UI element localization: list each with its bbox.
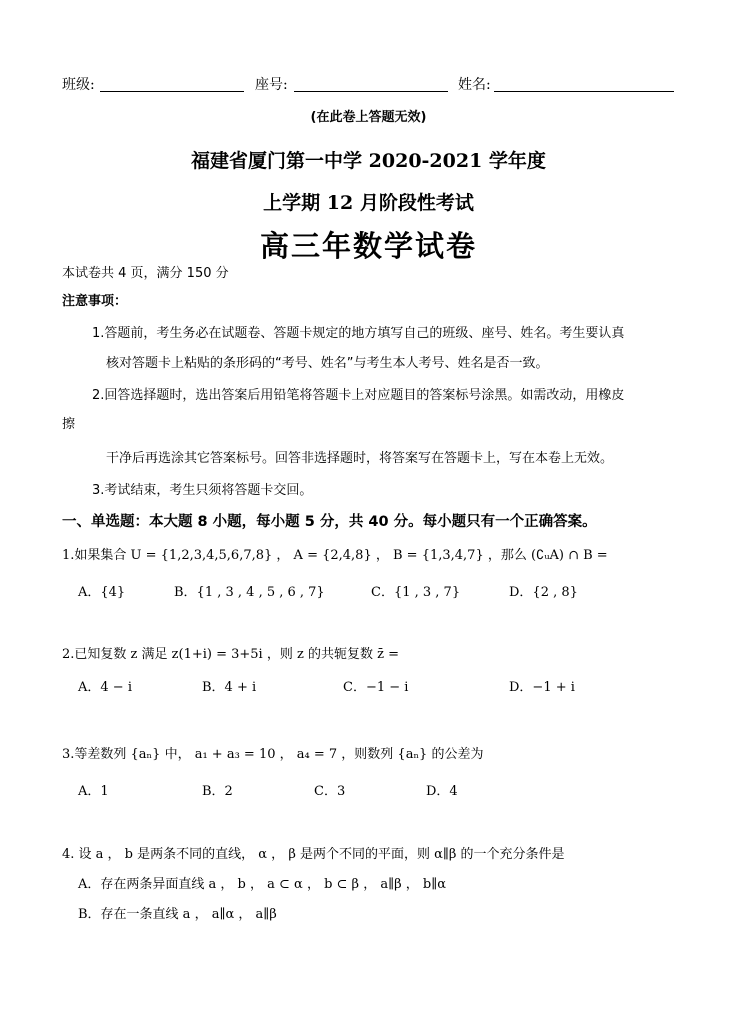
option-d[interactable]: D．−1 + i xyxy=(509,680,575,695)
question-stem: 3.等差数列 {aₙ} 中， a₁ + a₃ = 10 ， a₄ = 7 ，则数列 {aₙ} 的公差为 xyxy=(62,747,484,762)
name-blank[interactable] xyxy=(494,91,674,92)
page-title: 高三年数学试卷 xyxy=(259,229,477,263)
class-blank[interactable] xyxy=(100,91,244,92)
notice-heading: 注意事项： xyxy=(62,294,128,309)
exam-summary: 本试卷共 4 页，满分 150 分 xyxy=(62,266,229,281)
student-info-row xyxy=(62,74,674,96)
exam-name: 上学期 12 月阶段性考试 xyxy=(263,192,474,214)
question-stem: 2.已知复数 z 满足 z(1+i) = 3+5i ，则 z 的共轭复数 z̄ = xyxy=(62,647,399,662)
notice-line: 1.答题前，考生务必在试题卷、答题卡规定的地方填写自己的班级、座号、姓名。考生要认真 xyxy=(92,326,625,341)
option-a[interactable]: A．4 − i xyxy=(78,680,132,695)
option-c[interactable]: C．3 xyxy=(314,784,346,799)
option-c[interactable]: C．−1 − i xyxy=(343,680,409,695)
option-a[interactable]: A．存在两条异面直线 a ， b ， a ⊂ α ， b ⊂ β ， a∥β ， b∥α xyxy=(78,877,446,892)
notice-line: 干净后再选涂其它答案标号。回答非选择题时，将答案写在答题卡上，写在本卷上无效。 xyxy=(106,451,614,466)
question-stem: 1.如果集合 U = {1,2,3,4,5,6,7,8} ， A = {2,4,8} ， B = {1,3,4,7} ，那么 (∁ᵤA) ∩ B = xyxy=(62,548,608,563)
notice-line: 擦 xyxy=(62,417,76,432)
notice-line: 核对答题卡上粘贴的条形码的“考号、姓名”与考生本人考号、姓名是否一致。 xyxy=(106,356,549,371)
section-heading: 一、单选题：本大题 8 小题，每小题 5 分，共 40 分。每小题只有一个正确答案。 xyxy=(62,514,597,530)
option-b[interactable]: B．4 + i xyxy=(202,680,257,695)
class-label: 班级: xyxy=(62,77,95,93)
option-a[interactable]: A．{4} xyxy=(78,585,126,600)
invalid-note: (在此卷上答题无效) xyxy=(310,110,427,125)
option-c[interactable]: C．{1 , 3 , 7} xyxy=(371,585,461,600)
option-b[interactable]: B．2 xyxy=(202,784,233,799)
question-stem: 4. 设 a ， b 是两条不同的直线， α ， β 是两个不同的平面，则 α∥β 的一个充分条件是 xyxy=(62,847,565,862)
seat-label: 座号: xyxy=(255,77,288,93)
option-d[interactable]: D．4 xyxy=(426,784,458,799)
notice-line: 3.考试结束，考生只须将答题卡交回。 xyxy=(92,483,313,498)
seat-blank[interactable] xyxy=(294,91,448,92)
option-b[interactable]: B．{1 , 3 , 4 , 5 , 6 , 7} xyxy=(174,585,325,600)
option-d[interactable]: D．{2 , 8} xyxy=(509,585,578,600)
option-a[interactable]: A．1 xyxy=(78,784,109,799)
name-label: 姓名: xyxy=(458,77,491,93)
notice-line: 2.回答选择题时，选出答案后用铅笔将答题卡上对应题目的答案标号涂黑。如需改动，用橡皮 xyxy=(92,388,625,403)
option-b[interactable]: B．存在一条直线 a ， a∥α ， a∥β xyxy=(78,907,277,922)
school-year: 福建省厦门第一中学 2020-2021 学年度 xyxy=(191,150,546,172)
